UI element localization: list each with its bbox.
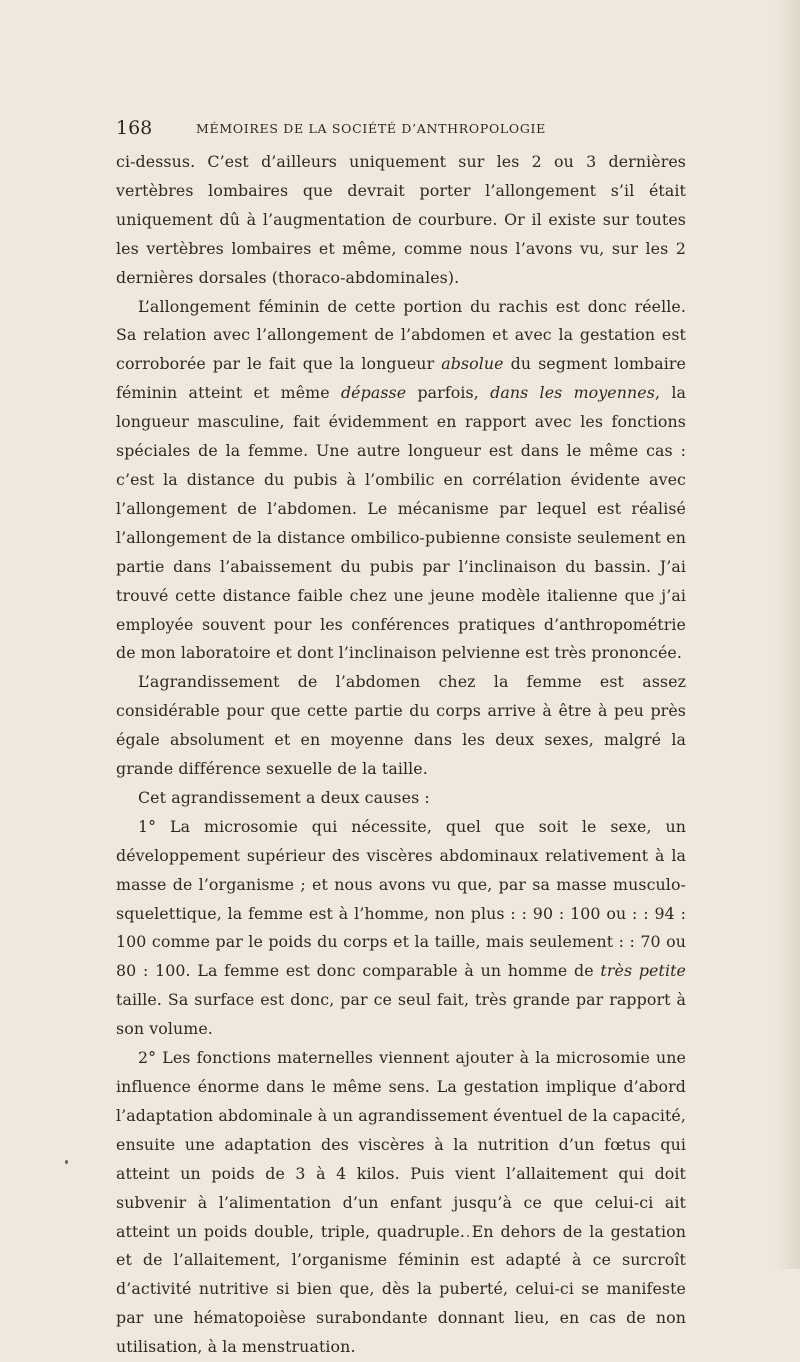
emphasis-text: absolue	[441, 354, 504, 374]
paragraph	[116, 148, 686, 293]
paragraph-text: du segment lombaire féminin atteint et même	[116, 354, 686, 403]
paper-speck	[65, 1160, 68, 1164]
paragraph-text: 1° La microsomie qui nécessite, quel que soit le sexe, un développement supérieur des viscères abdominaux relativement à la masse de l’organisme ; et nous avons vu que, par sa masse musculo-squelettique, la femme est à l’homme, non plus : : 90 : 100 ou : : 94 : 100 comme par le poids du corps et la taille, mais seulement : : 70 ou 80 : 100. La femme est donc comparable à un homme de	[116, 816, 686, 981]
paragraph-text: 2° Les fonctions maternelles viennent ajouter à la microsomie une influence énorme dans le même sens. La gestation implique d’abord l’adaptation abdominale à un agrandissement éventuel de la capacité, ensuite une adaptation des viscères à la nutrition d’un fœtus qui atteint un poids de 3 à 4 kilos. Puis vient l’allaitement qui doit subvenir à l’alimentation d’un enfant jusqu’à ce que celui-ci ait atteint un poids double, triple, quadruple. En dehors de la gestation et de l’allaitement, l’organisme féminin est adapté à ce surcroît d’activité nutritive si bien que, dès la puberté, celui-ci se manifeste par une hématopoièse surabondante donnant lieu, en cas de non utilisation, à la menstruation.	[116, 1048, 686, 1357]
paragraph-text: L’allongement féminin de cette portion du rachis est donc réelle. Sa relation avec l’allongement de l’abdomen et avec la gestation est corroborée par le fait que la longueur	[116, 296, 686, 374]
paragraph-text: L’agrandissement de l’abdomen chez la femme est assez considérable pour que cette partie du corps arrive à être à peu près égale absolument et en moyenne dans les deux sexes, malgré la grande différence sexuelle de la taille.	[116, 672, 686, 779]
paragraph-text: Cet agrandissement a deux causes :	[138, 787, 430, 807]
page-number: 168	[116, 117, 153, 139]
paragraph	[116, 784, 686, 813]
page-edge-shadow	[774, 0, 800, 1269]
emphasis-text: très petite	[600, 961, 686, 981]
paragraph-text: taille. Sa surface est donc, par ce seul fait, très grande par rapport à son volume.	[116, 990, 686, 1039]
page-header	[116, 116, 686, 140]
paragraph	[116, 1044, 686, 1362]
emphasis-text: dans les moyennes	[490, 383, 655, 403]
paragraph	[116, 293, 686, 669]
running-title: MÉMOIRES DE LA SOCIÉTÉ D’ANTHROPOLOGIE	[196, 121, 546, 136]
paragraph	[116, 813, 686, 1044]
paragraph-text: ci-dessus. C’est d’ailleurs uniquement sur les 2 ou 3 dernières vertèbres lombaires que devrait porter l’allongement s’il était uniquement dû à l’augmentation de courbure. Or il existe sur toutes les vertèbres lombaires et même, comme nous l’avons vu, sur les 2 dernières dorsales (thoraco-abdominales).	[116, 152, 686, 287]
paragraph-text: parfois,	[406, 383, 491, 403]
paragraph	[116, 668, 686, 784]
body-text	[116, 148, 686, 1362]
paragraph-text: , la longueur masculine, fait évidemment en rapport avec les fonctions spéciales de la femme. Une autre longueur est dans le même cas : c’est la distance du pubis à l’ombilic en corrélation évidente avec l’allongement de l’abdomen. Le mécanisme par lequel est réalisé l’allongement de la distance ombilico-pubienne consiste seulement en partie dans l’abaissement du pubis par l’inclinaison du bassin. J’ai trouvé cette distance faible chez une jeune modèle italienne que j’ai employée souvent pour les conférences pratiques d’anthropométrie de mon laboratoire et dont l’inclinaison pelvienne est très prononcée.	[116, 383, 686, 663]
emphasis-text: dépasse	[340, 383, 407, 403]
